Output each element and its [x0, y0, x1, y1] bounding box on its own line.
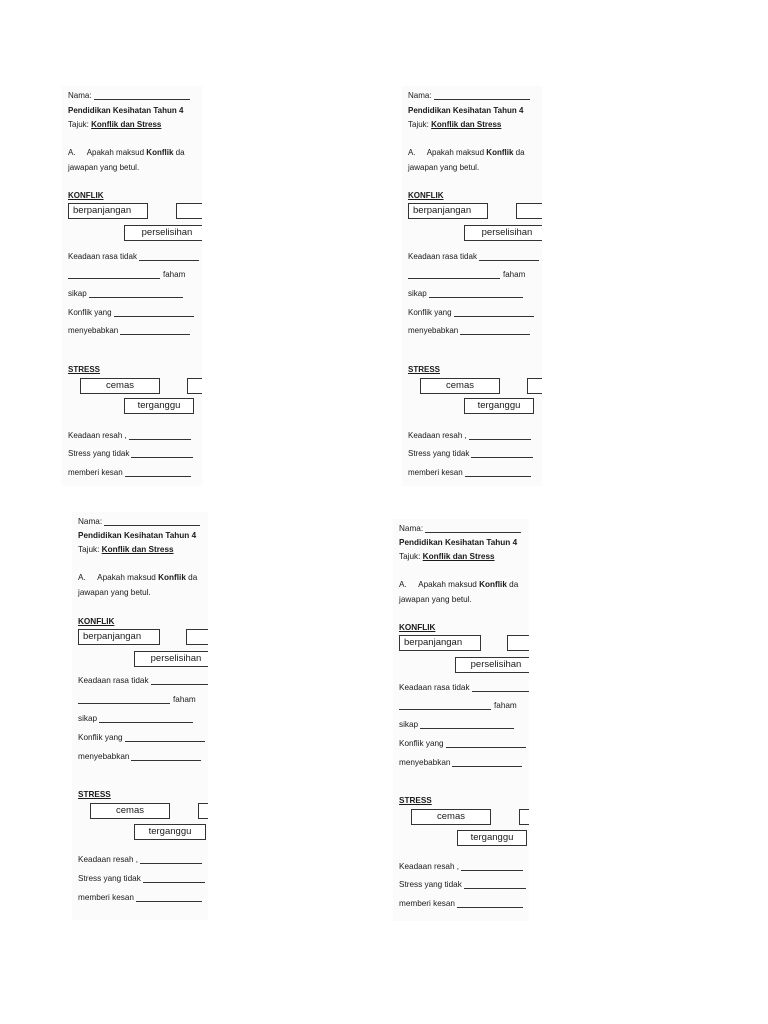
konflik-line-1: Keadaan rasa tidak	[399, 683, 529, 692]
section-stress: STRESS	[78, 790, 111, 799]
subject-title: Pendidikan Kesihatan Tahun 4	[68, 106, 184, 115]
word-box-berpanjangan: berpanjangan	[68, 203, 148, 219]
word-box-perselisihan: perselisihan	[455, 657, 529, 673]
konflik-line-4: Konflik yang	[68, 308, 194, 317]
konflik-line-3: sikap	[399, 720, 514, 729]
name-row: Nama:	[68, 91, 190, 100]
konflik-line-2: faham	[78, 695, 196, 704]
konflik-line-3: sikap	[78, 714, 193, 723]
topic-row: Tajuk: Konflik dan Stress	[78, 545, 174, 554]
section-stress: STRESS	[68, 365, 101, 374]
word-box-perselisihan: perselisihan	[464, 225, 542, 241]
konflik-line-2: faham	[399, 701, 517, 710]
stress-line-3: memberi kesan	[68, 468, 191, 477]
section-konflik: KONFLIK	[399, 623, 436, 632]
konflik-line-3: sikap	[68, 289, 183, 298]
word-box-perselisihan: perselisihan	[134, 651, 208, 667]
topic-row: Tajuk: Konflik dan Stress	[399, 552, 495, 561]
section-konflik: KONFLIK	[78, 617, 115, 626]
stress-line-1: Keadaan resah ,	[78, 855, 202, 864]
word-box-cut	[198, 803, 208, 819]
question-line-2: jawapan yang betul.	[399, 595, 472, 604]
worksheet-top-left	[62, 86, 202, 486]
konflik-line-2: faham	[68, 270, 185, 279]
konflik-line-4: Konflik yang	[78, 733, 205, 742]
word-box-cut	[176, 203, 202, 219]
konflik-line-5: menyebabkan	[408, 326, 530, 335]
question-line-2: jawapan yang betul.	[408, 163, 480, 172]
konflik-line-3: sikap	[408, 289, 523, 298]
section-konflik: KONFLIK	[68, 191, 104, 200]
word-box-terganggu: terganggu	[134, 824, 206, 840]
word-box-cemas: cemas	[80, 378, 160, 394]
topic-row: Tajuk: Konflik dan Stress	[408, 120, 502, 129]
word-box-cemas: cemas	[411, 809, 491, 825]
subject-title: Pendidikan Kesihatan Tahun 4	[408, 106, 524, 115]
topic-row: Tajuk: Konflik dan Stress	[68, 120, 162, 129]
worksheet-bottom-left	[72, 512, 208, 920]
stress-line-3: memberi kesan	[399, 899, 523, 908]
subject-title: Pendidikan Kesihatan Tahun 4	[78, 531, 197, 540]
konflik-line-5: menyebabkan	[68, 326, 190, 335]
konflik-line-4: Konflik yang	[408, 308, 534, 317]
word-box-terganggu: terganggu	[457, 830, 527, 846]
section-konflik: KONFLIK	[408, 191, 444, 200]
question-row: A. Apakah maksud Konflik da	[78, 573, 198, 582]
word-box-cut	[187, 378, 202, 394]
word-box-terganggu: terganggu	[124, 398, 194, 414]
stress-line-2: Stress yang tidak	[78, 874, 205, 883]
konflik-line-1: Keadaan rasa tidak	[78, 676, 208, 685]
question-line-2: jawapan yang betul.	[68, 163, 140, 172]
name-blank	[434, 98, 530, 100]
word-box-berpanjangan: berpanjangan	[408, 203, 488, 219]
section-stress: STRESS	[408, 365, 441, 374]
stress-line-3: memberi kesan	[408, 468, 531, 477]
stress-line-1: Keadaan resah ,	[408, 431, 531, 440]
subject-title: Pendidikan Kesihatan Tahun 4	[399, 538, 518, 547]
name-blank	[94, 98, 190, 100]
name-row: Nama:	[399, 524, 521, 533]
stress-line-2: Stress yang tidak	[408, 449, 533, 458]
word-box-cut	[519, 809, 529, 825]
word-box-cemas: cemas	[90, 803, 170, 819]
konflik-line-1: Keadaan rasa tidak	[408, 252, 539, 261]
word-box-cemas: cemas	[420, 378, 500, 394]
stress-line-1: Keadaan resah ,	[399, 862, 523, 871]
question-line-2: jawapan yang betul.	[78, 588, 151, 597]
word-box-perselisihan: perselisihan	[124, 225, 202, 241]
question-row: A. Apakah maksud Konflik da	[399, 580, 519, 589]
worksheet-top-right	[402, 86, 542, 486]
word-box-cut	[507, 635, 529, 651]
konflik-line-1: Keadaan rasa tidak	[68, 252, 199, 261]
name-blank	[425, 531, 521, 533]
konflik-line-2: faham	[408, 270, 525, 279]
worksheet-bottom-right	[393, 519, 529, 921]
word-box-berpanjangan: berpanjangan	[399, 635, 481, 651]
word-box-cut	[527, 378, 542, 394]
name-blank	[104, 524, 200, 526]
stress-line-2: Stress yang tidak	[68, 449, 193, 458]
stress-line-3: memberi kesan	[78, 893, 202, 902]
name-row: Nama:	[78, 517, 200, 526]
konflik-line-4: Konflik yang	[399, 739, 526, 748]
word-box-terganggu: terganggu	[464, 398, 534, 414]
word-box-berpanjangan: berpanjangan	[78, 629, 160, 645]
word-box-cut	[186, 629, 208, 645]
stress-line-2: Stress yang tidak	[399, 880, 526, 889]
question-row: A. Apakah maksud Konflik da	[408, 148, 525, 157]
question-row: A. Apakah maksud Konflik da	[68, 148, 185, 157]
word-box-cut	[516, 203, 542, 219]
name-row: Nama:	[408, 91, 530, 100]
section-stress: STRESS	[399, 796, 432, 805]
konflik-line-5: menyebabkan	[78, 752, 201, 761]
konflik-line-5: menyebabkan	[399, 758, 522, 767]
stress-line-1: Keadaan resah ,	[68, 431, 191, 440]
